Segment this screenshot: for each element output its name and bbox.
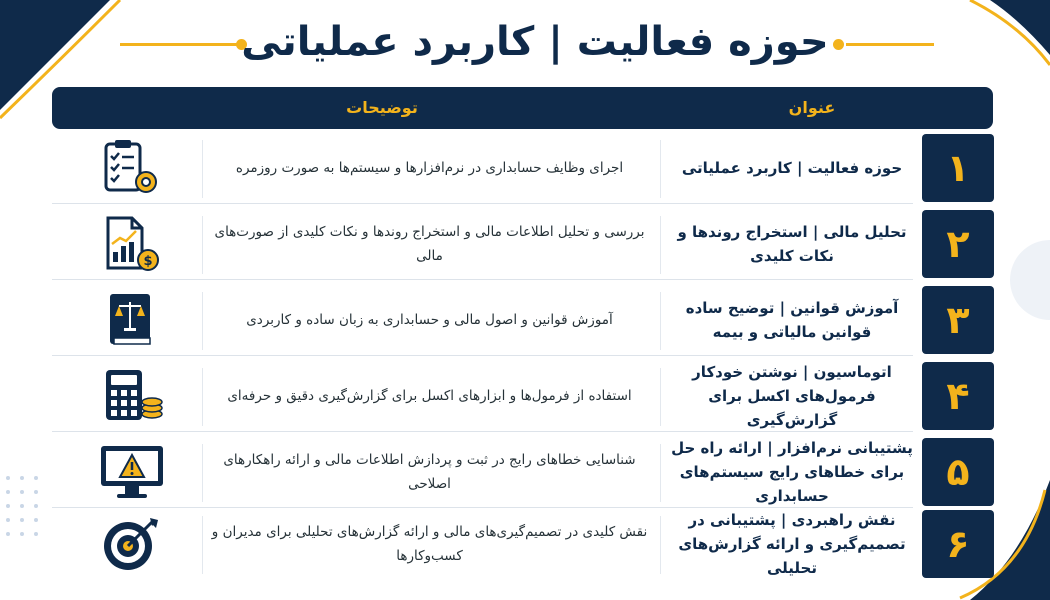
row-description: شناسایی خطاهای رایج در ثبت و پردازش اطلاعات مالی و ارائه راهکارهای اصلاحی bbox=[223, 452, 636, 492]
row-description: آموزش قوانین و اصول مالی و حسابداری به زبان ساده و کاربردی bbox=[246, 312, 613, 328]
calculator-coins-icon bbox=[62, 360, 202, 432]
table-row bbox=[52, 208, 993, 278]
column-divider bbox=[660, 140, 661, 198]
column-divider bbox=[660, 444, 661, 502]
column-divider bbox=[660, 368, 661, 426]
row-divider bbox=[52, 279, 913, 280]
title-line-right bbox=[846, 43, 934, 46]
checklist-gear-icon bbox=[62, 132, 202, 204]
row-number: ۱ bbox=[922, 134, 994, 202]
page-title: حوزه فعالیت | کاربرد عملیاتی bbox=[241, 19, 829, 65]
background-circle-decoration bbox=[1010, 240, 1050, 320]
table-row bbox=[52, 360, 993, 430]
row-description: اجرای وظایف حسابداری در نرم‌افزارها و سیستم‌ها به صورت روزمره bbox=[235, 160, 624, 176]
header-description: توضیحات bbox=[346, 98, 418, 117]
row-title: اتوماسیون | نوشتن خودکار فرمول‌های اکسل برای گزارش‌گیری bbox=[692, 363, 892, 429]
row-number: ۳ bbox=[922, 286, 994, 354]
row-title: تحلیل مالی | استخراج روندها و نکات کلیدی bbox=[677, 223, 907, 265]
row-description: نقش کلیدی در تصمیم‌گیری‌های مالی و ارائه گزارش‌های تحلیلی برای مدیران و کسب‌وکارها bbox=[211, 524, 648, 564]
table-row bbox=[52, 284, 993, 354]
row-divider bbox=[52, 431, 913, 432]
column-divider bbox=[660, 292, 661, 350]
column-divider bbox=[660, 516, 661, 574]
table-row bbox=[52, 508, 993, 578]
title-dot-right bbox=[833, 39, 844, 50]
row-title: حوزه فعالیت | کاربرد عملیاتی bbox=[681, 159, 903, 177]
row-number: ۵ bbox=[922, 438, 994, 506]
row-number: ۶ bbox=[922, 510, 994, 578]
row-number: ۴ bbox=[922, 362, 994, 430]
monitor-warning-icon bbox=[62, 436, 202, 508]
row-title: پشتیبانی نرم‌افزار | ارائه راه حل برای خطاهای رایج سیستم‌های حسابداری bbox=[671, 439, 913, 505]
title-area bbox=[0, 0, 1050, 80]
svg-text:$: $ bbox=[143, 254, 153, 269]
header-title: عنوان bbox=[788, 98, 836, 117]
row-description: استفاده از فرمول‌ها و ابزارهای اکسل برای گزارش‌گیری دقیق و حرفه‌ای bbox=[227, 388, 632, 404]
dot-grid-decoration bbox=[0, 470, 60, 550]
row-divider bbox=[52, 203, 913, 204]
title-line-left bbox=[120, 43, 238, 46]
table-row bbox=[52, 436, 993, 506]
table-row bbox=[52, 132, 993, 202]
row-divider bbox=[52, 355, 913, 356]
row-title: نقش راهبردی | پشتیبانی در تصمیم‌گیری و ارائه گزارش‌های تحلیلی bbox=[678, 511, 906, 577]
law-book-scales-icon bbox=[62, 284, 202, 356]
row-number: ۲ bbox=[922, 210, 994, 278]
row-description: بررسی و تحلیل اطلاعات مالی و استخراج روندها و نکات کلیدی از صورت‌های مالی bbox=[214, 224, 645, 264]
table-header bbox=[52, 87, 993, 129]
financial-report-chart-icon bbox=[62, 208, 202, 280]
row-title: آموزش قوانین | توضیح ساده قوانین مالیاتی و بیمه bbox=[685, 299, 899, 341]
column-divider bbox=[660, 216, 661, 274]
target-arrow-icon bbox=[62, 508, 202, 580]
